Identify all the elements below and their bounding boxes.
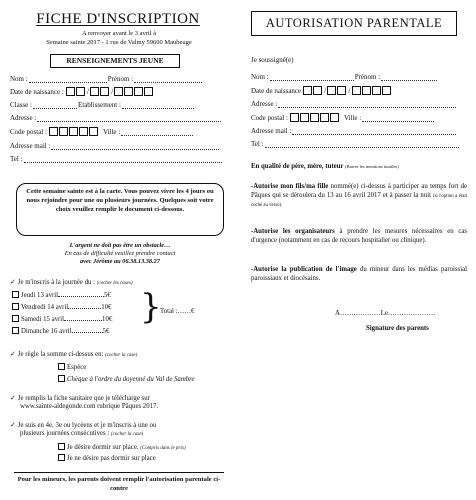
day-item[interactable]: [12, 327, 109, 336]
auth3-text: du mineur dans les médias paroissial paroissiaux et diocésains.: [251, 266, 467, 282]
day-price: 10€: [102, 316, 113, 323]
day-checkbox[interactable]: [12, 291, 19, 298]
r-prenom-label: Prénom :: [354, 73, 381, 81]
auth1-bold: -Autorise mon fils/ma fille: [251, 183, 329, 190]
day-price: 5€: [104, 292, 111, 299]
fiche-title: FICHE D'INSCRIPTION: [36, 11, 200, 27]
classe-label: Classe :: [10, 101, 32, 109]
day-item[interactable]: [12, 315, 112, 324]
tel-label: Tel :: [10, 155, 23, 163]
auth2-bold: -Autorise les organisateurs: [251, 228, 335, 235]
sleep-checkbox[interactable]: [58, 454, 65, 461]
sleep-option[interactable]: [58, 443, 186, 453]
tel-row: [10, 155, 223, 163]
r-nom-row: [251, 73, 438, 81]
qualite-note: (Barrer les mentions inutiles): [345, 164, 399, 169]
day-checkbox[interactable]: [12, 327, 19, 334]
lycee-line1: Je suis en 4e, 3e ou lycéens et je m'inscris à une ou: [17, 422, 157, 429]
adresse-mail-field[interactable]: [51, 143, 219, 150]
r-tel-field[interactable]: [265, 141, 459, 148]
r-tel-row: [251, 140, 460, 148]
payment-checkbox[interactable]: [58, 375, 65, 382]
sanitary-row: [10, 394, 150, 403]
nom-field[interactable]: [29, 76, 107, 83]
adresse-mail-label: Adresse mail :: [10, 142, 51, 150]
code-postal-row: [10, 127, 194, 136]
ville-label: Ville :: [102, 128, 121, 136]
nom-label: Nom :: [10, 75, 28, 83]
day-price: 5€: [102, 328, 110, 335]
r-adresse-mail-field[interactable]: [292, 128, 456, 135]
autorisation-title: AUTORISATION PARENTALE: [251, 11, 457, 36]
auth-paragraph-2: [251, 228, 467, 245]
address-line: Semaine sainte 2017 - 1 rue de Valmy 59600 Maubeuge: [46, 39, 192, 46]
checkmark-icon: ✓: [10, 350, 16, 358]
day-checkbox[interactable]: [12, 303, 19, 310]
money-line1: L'argent ne doit pas être un obstacle…: [69, 242, 171, 249]
sleep-option-label: Je ne désire pas dormir sur place: [67, 455, 156, 462]
checkmark-icon: ✓: [10, 278, 16, 286]
payment-option[interactable]: [58, 363, 86, 372]
date-naissance-label: Date de naissance :: [10, 88, 64, 96]
day-item[interactable]: [12, 303, 111, 312]
inscription-note: (cocher les cases): [96, 281, 133, 286]
r-ville-label: Ville :: [343, 114, 362, 122]
soussigne-label: Je soussigné(e): [251, 56, 294, 64]
inscription-heading-row: [10, 278, 133, 288]
signature-label: Signature des parents: [366, 325, 429, 332]
payment-option[interactable]: [58, 375, 195, 384]
etablissement-field[interactable]: [122, 102, 194, 109]
section-title: RENSEIGNEMENTS JEUNE: [50, 54, 180, 68]
sleep-checkbox[interactable]: [58, 443, 65, 450]
prenom-label: Prénom :: [107, 75, 134, 83]
r-date-naissance-label: Date de naissance: [251, 87, 302, 95]
day-label: Vendredi 14 avril: [21, 304, 69, 311]
r-adresse-mail-label: Adresse mail :: [251, 127, 292, 135]
sleep-option-note: (Compris dans le prix): [140, 446, 186, 451]
r-code-postal-label: Code postal :: [251, 114, 288, 122]
classe-field[interactable]: [33, 102, 77, 109]
qualite-text: En qualité de père, mère, tuteur: [251, 163, 344, 170]
payment-option-label: Chèque à l'ordre du doyenné du Val de Sambre: [67, 376, 195, 383]
code-postal-label: Code postal :: [10, 128, 47, 136]
soussigne-row: [251, 56, 294, 64]
place-date-line[interactable]: A………………Le…………………: [335, 310, 436, 317]
r-adresse-mail-row: [251, 127, 457, 135]
auth1-text: nommé(e) ci-dessus à participer au temps fort de Pâques qui se déroulera du 13 au 16 avril 2017 et à passer la nuit: [251, 183, 467, 199]
day-checkbox[interactable]: [12, 315, 19, 322]
tel-field[interactable]: [24, 156, 222, 163]
prenom-field[interactable]: [134, 76, 202, 83]
classe-row: [10, 101, 195, 109]
payment-option-label: Espèce: [67, 364, 87, 371]
inscription-heading: Je m'inscris à la journée du :: [17, 279, 95, 286]
footer-note: Pour les mineurs, les parents doivent remplir l'autorisation parentale ci-contre: [14, 472, 224, 493]
r-code-postal-boxes[interactable]: [290, 113, 340, 122]
adresse-mail-row: [10, 142, 220, 150]
lycee-row2: [20, 430, 143, 439]
return-line: A renvoyer avant le 3 avril à: [82, 30, 156, 37]
payment-note: (cocher la case): [105, 353, 138, 358]
payment-heading-row: [10, 350, 137, 360]
adresse-row: [10, 114, 222, 122]
auth1-note: (si l'option a était coché au verso).: [251, 193, 467, 209]
money-line2: En cas de difficulté veuillez prendre contact: [64, 250, 176, 257]
r-date-naissance-boxes[interactable]: / /: [303, 86, 391, 95]
ville-field[interactable]: [121, 129, 193, 136]
r-prenom-field[interactable]: [381, 74, 437, 81]
sanitary-link[interactable]: www.sainte-aldegonde.com rubrique Pâques 2017.: [20, 403, 159, 410]
lycee-line2: plusieurs journées consécutives :: [20, 430, 110, 437]
payment-checkbox[interactable]: [58, 363, 65, 370]
auth-paragraph-1: [251, 183, 467, 211]
checkmark-icon: ✓: [10, 421, 16, 429]
etablissement-label: Etablissement :: [77, 101, 121, 109]
r-adresse-field[interactable]: [278, 101, 456, 108]
day-item[interactable]: [12, 291, 111, 300]
auth-paragraph-3: [251, 266, 467, 283]
money-notice: [20, 242, 220, 266]
auth3-bold: -Autorise la publication de l'image: [251, 266, 357, 273]
auth2-text: à prendre les mesures nécessaires en cas d'urgence (notamment en cas de recours hospitalier ou clinique).: [251, 228, 468, 244]
nom-row: [10, 75, 203, 83]
day-price: 10€: [101, 304, 112, 311]
payment-heading: Je règle la somme ci-dessus en:: [17, 351, 104, 358]
total-label: Total :……€: [160, 308, 195, 315]
day-label: Samedi 15 avril: [21, 316, 65, 323]
day-label: Dimanche 16 avril: [21, 328, 72, 335]
lycee-row: [10, 421, 156, 430]
sleep-option-label: Je désire dormir sur place.: [67, 444, 139, 451]
r-ville-field[interactable]: [362, 115, 434, 122]
sleep-option[interactable]: [58, 454, 156, 463]
r-date-naissance-row: [251, 86, 392, 95]
code-postal-boxes[interactable]: [49, 127, 99, 136]
money-line3: avec Jérôme au 06.38.13.38.27: [80, 258, 160, 265]
r-code-postal-row: [251, 113, 435, 122]
date-naissance-row: [10, 87, 154, 96]
date-naissance-boxes[interactable]: / /: [66, 87, 154, 96]
r-nom-label: Nom :: [251, 73, 269, 81]
r-adresse-row: [251, 100, 457, 108]
lycee-note: (cocher la case): [111, 432, 144, 437]
qualite-line: [251, 163, 467, 172]
day-label: Jeudi 13 avril: [21, 292, 58, 299]
r-adresse-label: Adresse :: [251, 100, 278, 108]
adresse-field[interactable]: [37, 115, 221, 122]
r-nom-field[interactable]: [270, 74, 354, 81]
sanitary-line1: Je remplis la fiche sanitaire que je télécharge sur: [17, 395, 150, 402]
checkmark-icon: ✓: [10, 394, 16, 402]
r-tel-label: Tel :: [251, 140, 264, 148]
adresse-label: Adresse :: [10, 114, 37, 122]
info-box: Cette semaine sainte est à la carte. Vous pouvez vivre les 4 jours ou nous rejoindre pour une ou plusieurs journées. Quelques soit votre choix veuillez remplir le document ci-dessous.: [16, 183, 224, 236]
brace-icon: }: [140, 287, 162, 327]
